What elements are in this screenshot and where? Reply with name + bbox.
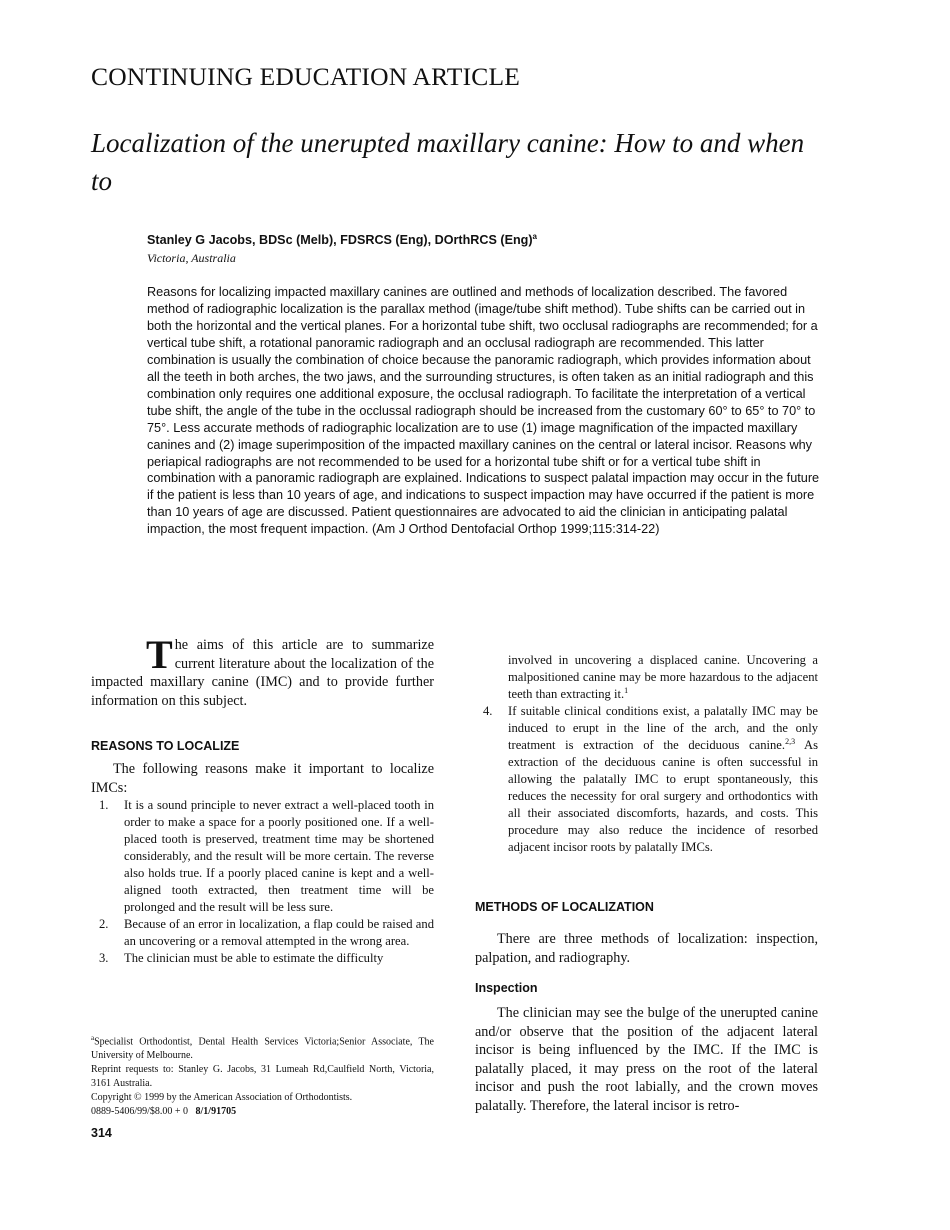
drop-cap: T <box>146 632 173 677</box>
list-item-text: It is a sound principle to never extract a well-placed tooth in order to make a space for a poorly positioned one. If a well-placed tooth is preserved, treatment time may be shortened considerably, and the result will be more certain. The reverse also holds true. If a poorly placed canine is kept and a well-aligned tooth extracted, then treatment time will be prolonged and the result will be less sure. <box>124 798 434 915</box>
list-item-text: Because of an error in localization, a flap could be raised and an uncovering or a removal attempted in the wrong area. <box>124 917 434 949</box>
intro-text: he aims of this article are to summarize current literature about the localization of the impacted maxillary canine (IMC) and to provide further information on this subject. <box>91 637 434 709</box>
list-item-number: 3. <box>99 951 109 966</box>
list-item-text: The clinician must be able to estimate the difficulty <box>124 951 384 966</box>
footnotes <box>91 1031 434 1119</box>
list-item-text: involved in uncovering a displaced canine. Uncovering a malpositioned canine may be more hazardous to the adjacent teeth than extracting it. <box>508 653 818 701</box>
author-footnote-marker: a <box>532 232 537 241</box>
citation: 1 <box>624 685 629 695</box>
author-line <box>147 232 537 247</box>
heading-reasons-to-localize: REASONS TO LOCALIZE <box>91 739 240 753</box>
abstract: Reasons for localizing impacted maxillary canines are outlined and methods of localization described. The favored method of radiographic localization is the parallax method (image/tube shift method). Tube shifts can be carried out in both the horizontal and the vertical planes. For a horizontal tube shift, two occlusal radiographs are recommended; for a vertical tube shift, a rotational panoramic radiograph and an occlusal radiograph are recommended. This latter combination is usually the combination of choice because the panoramic radiograph, which provides information about all the teeth in both arches, the two jaws, and the surrounding structures, is often taken as an initial radiograph and this combination only requires one additional exposure, the occlusal radiograph. To facilitate the interpretation of a vertical tube shift, the angle of the tube in the occlussal radiograph should be increased from the customary 60° to 65° to 70° to 75°. Less accurate methods of radiographic localization are to use (1) image magnification of the impacted maxillary canines and (2) image superimposition of the impacted maxillary canines on the central or lateral incisor. Reasons why periapical radiographs are not recommended to be used for a horizontal tube shift or for a vertical tube shift in combination with a panoramic radiograph are explained. Indications to suspect palatal impaction may occur in the future if the patient is less than 10 years of age, and indications to suspect impaction may have occurred if the patient is more than 10 years of age are discussed. Patient questionnaires are advocated to aid the clinician in anticipating palatal impaction, the most frequent impaction. (Am J Orthod Dentofacial Orthop 1999;115:314-22) <box>147 285 820 537</box>
section-heading: CONTINUING EDUCATION ARTICLE <box>91 62 521 91</box>
list-item <box>475 703 818 856</box>
list-item-text-cont: As extraction of the deciduous canine is often successful in allowing the palatally IMC to erupt spontaneously, this reduces the necessity for oral surgery and orthodontics with all their associated discomforts, hazards, and costs. This procedure may also reduce the incidence of resorbed adjacent incisor roots by palatally IMCs. <box>508 738 818 854</box>
author-name: Stanley G Jacobs, BDSc (Melb), FDSRCS (Eng), DOrthRCS (Eng) <box>147 233 533 248</box>
author-affiliation: Victoria, Australia <box>147 251 236 265</box>
list-item-text: If suitable clinical conditions exist, a palatally IMC may be induced to erupt in the line of the arch, and the only treatment is extraction of the deciduous canine. <box>508 704 818 752</box>
list-item-number: 2. <box>99 917 109 932</box>
page-number: 314 <box>91 1126 112 1140</box>
article-id: 8/1/91705 <box>195 1106 237 1118</box>
reasons-intro: The following reasons make it important to localize IMCs: <box>91 761 434 796</box>
left-column <box>91 739 434 967</box>
right-column <box>475 652 818 856</box>
list-item <box>91 950 434 967</box>
reasons-list-continued <box>475 652 818 856</box>
list-item <box>475 652 818 703</box>
footnote-marker: a <box>91 1034 95 1042</box>
intro-paragraph <box>91 632 434 710</box>
inspection-paragraph: The clinician may see the bulge of the unerupted canine and/or observe that the position of the adjacent lateral incisor is being influenced by the IMC. If the IMC is palatally placed, it may press on the root of the lateral incisor and push the root labially, and the crown moves palatally. Therefore, the lateral incisor is retro- <box>475 1005 818 1114</box>
reasons-list <box>91 797 434 967</box>
footnote-affiliation: $^a$Specialist Orthodontist, Dental Health Services Victoria;Senior Associate, The University of Melbourne. <box>91 1034 434 1062</box>
footnote-copyright: Copyright © 1999 by the American Association of Orthodontists. <box>91 1092 353 1104</box>
list-item-number: 1. <box>99 798 109 813</box>
article-title: Localization of the unerupted maxillary canine: How to and when to <box>91 128 805 196</box>
heading-methods-of-localization: METHODS OF LOCALIZATION <box>475 900 654 914</box>
methods-intro: There are three methods of localization: inspection, palpation, and radiography. <box>475 931 818 966</box>
heading-inspection: Inspection <box>475 981 538 995</box>
footnote-reprint: Reprint requests to: Stanley G. Jacobs, 31 Lumeah Rd,Caulfield North, Victoria, 3161 Australia. <box>91 1064 434 1090</box>
list-item-number: 4. <box>483 704 493 718</box>
footnote-issn: 0889-5406/99/$8.00 + 0 8/1/91705 <box>91 1106 237 1118</box>
list-item <box>91 797 434 916</box>
list-item <box>91 916 434 950</box>
citation: 2,3 <box>785 736 796 746</box>
